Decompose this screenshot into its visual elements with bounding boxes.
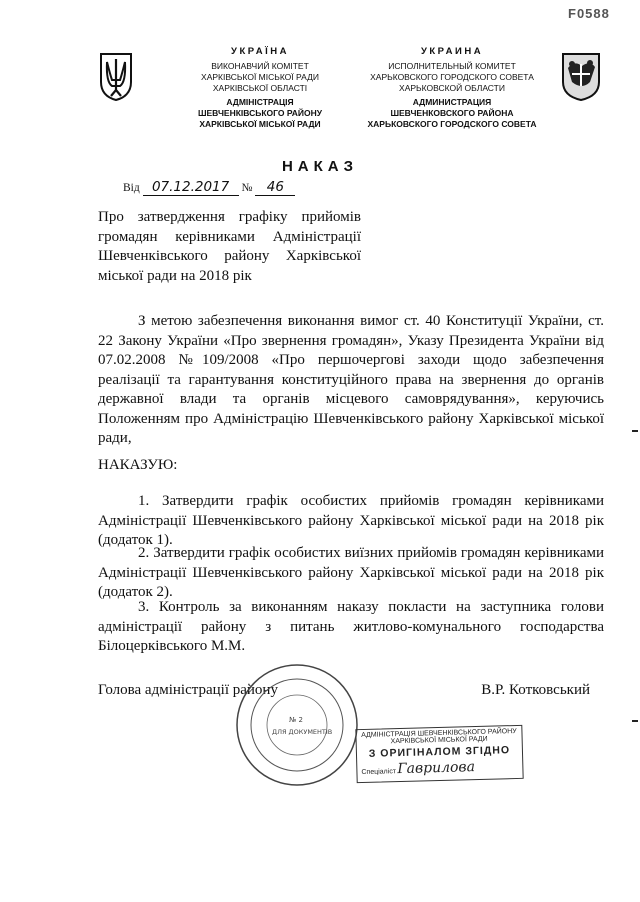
header-line: ХАРКІВСЬКОЇ ОБЛАСТІ <box>212 83 308 93</box>
header-line: ХАРЬКОВСКОЙ ОБЛАСТИ <box>399 83 505 93</box>
order-item: 2. Затвердити графік особистих виїзних прийомів громадян керівниками Адміністрації Шевченківського району Харківської міської ради на 2018 рік (додаток 2). <box>98 545 604 600</box>
stamp-org: АДМІНІСТРАЦІЯ ШЕВЧЕНКІВСЬКОГО РАЙОНУ ХАРКІВСЬКОЇ МІСЬКОЇ РАДИ <box>361 727 517 746</box>
true-copy-stamp <box>355 725 523 783</box>
round-seal <box>232 660 362 790</box>
document-title: НАКАЗ <box>281 158 359 175</box>
registration-stamp: F0588 <box>568 6 610 21</box>
header-line: ХАРЬКОВСКОГО ГОРОДСКОГО СОВЕТА <box>370 72 534 82</box>
number-label: № <box>241 182 253 194</box>
order-number: 46 <box>255 180 295 196</box>
scan-margin-mark <box>632 430 638 432</box>
order-date: 07.12.2017 <box>143 180 239 196</box>
signatory-position: Голова адміністрації району <box>98 682 278 698</box>
header-ukrainian <box>165 46 355 130</box>
header-line: ВИКОНАВЧИЙ КОМІТЕТ <box>211 61 309 71</box>
preamble-paragraph: З метою забезпечення виконання вимог ст. 40 Конституції України, ст. 22 Закону України «Про звернення громадян», Указу Президента України від 07.02.2008 №109/2008 «Про першочергові заходи щодо забезпечення реалізації та гарантування конституційного права на звернення до органів державної влади та органів місцевого самоврядування», керуючись Положенням про Адміністрацію Шевченківського району Харківської міської ради, <box>98 313 604 446</box>
header-admin-line: ШЕВЧЕНКОВСКОГО РАЙОНА <box>390 108 514 118</box>
svg-text:№ 2: № 2 <box>289 716 303 724</box>
stamp-text: З ОРИГІНАЛОМ ЗГІДНО <box>368 744 511 760</box>
header-admin-line: АДМІНІСТРАЦІЯ <box>226 97 294 107</box>
stamp-signature: Гаврилова <box>397 759 476 778</box>
header-admin-line: ХАРЬКОВСКОГО ГОРОДСКОГО СОВЕТА <box>367 119 537 129</box>
order-subject: Про затвердження графіку прийомів громадян керівниками Адміністрації Шевченківського району Харківської міської ради на 2018 рік <box>98 209 361 284</box>
kharkiv-coat-of-arms-icon <box>560 52 602 102</box>
order-item: 3. Контроль за виконанням наказу покласти на заступника голови адміністрації району з питань житлово-комунального господарства Білоцерківського М.М. <box>98 599 604 654</box>
header-admin-line: АДМИНИСТРАЦИЯ <box>412 97 492 107</box>
header-line: ИСПОЛНИТЕЛЬНЫЙ КОМИТЕТ <box>388 61 516 71</box>
header-country-ua: УКРАЇНА <box>231 46 289 57</box>
header-line: ХАРКІВСЬКОЇ МІСЬКОЇ РАДИ <box>201 72 319 82</box>
order-item: 1. Затвердити графік особистих прийомів громадян керівниками Адміністрації Шевченківського району Харківської міської ради на 2018 рік (додаток 1). <box>98 493 604 548</box>
signatory-name: В.Р. Котковський <box>481 682 590 698</box>
trident-coat-of-arms-icon <box>98 52 134 102</box>
scan-margin-mark <box>632 720 638 722</box>
date-label: Від <box>123 182 140 194</box>
dateline <box>123 180 295 196</box>
decree-word: НАКАЗУЮ: <box>98 457 178 473</box>
svg-text:ДЛЯ ДОКУМЕНТІВ: ДЛЯ ДОКУМЕНТІВ <box>272 728 333 736</box>
header-admin-line: ШЕВЧЕНКІВСЬКОГО РАЙОНУ <box>197 108 323 118</box>
header-admin-line: ХАРКІВСЬКОЇ МІСЬКОЇ РАДИ <box>199 119 321 129</box>
header-country-ru: УКРАИНА <box>420 46 484 57</box>
stamp-label: Спеціаліст <box>361 768 397 777</box>
header-russian <box>352 46 552 130</box>
